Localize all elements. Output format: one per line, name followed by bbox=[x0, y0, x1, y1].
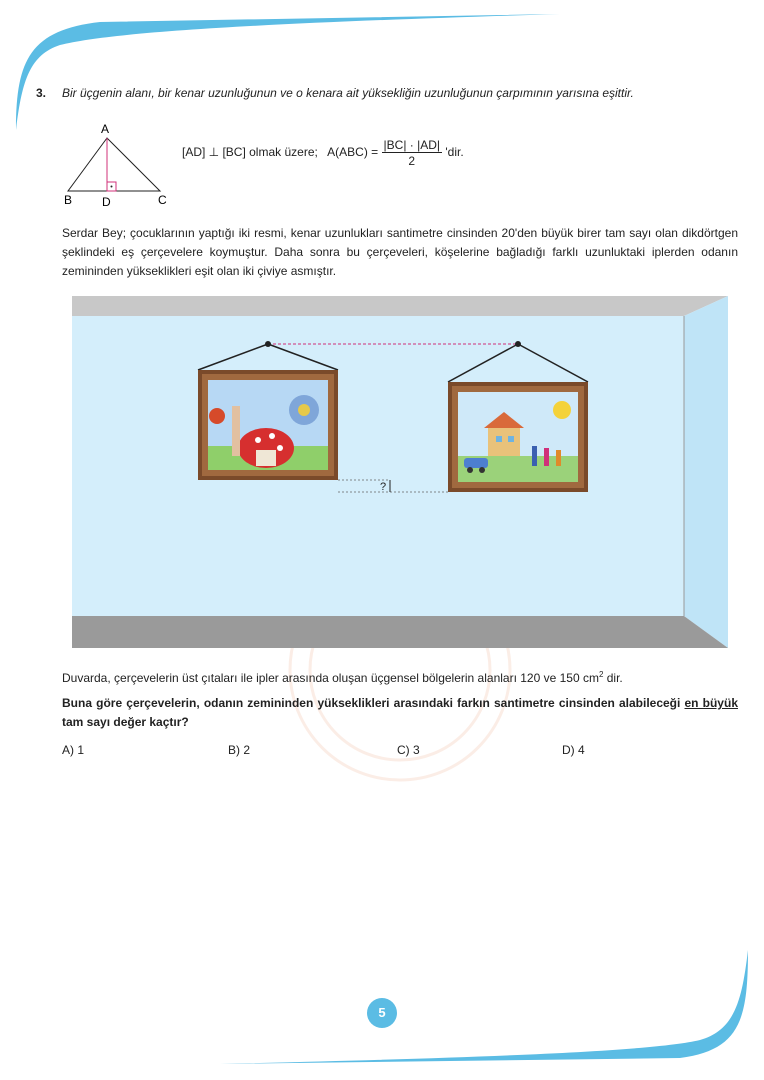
question-intro: Bir üçgenin alanı, bir kenar uzunluğunun ve o kenara ait yüksekliğin uzunluğunun çarpımının yarısına eşittir. bbox=[62, 86, 634, 100]
height-difference-label: ? bbox=[380, 481, 387, 493]
room-illustration bbox=[72, 296, 728, 648]
page-number: 5 bbox=[367, 998, 397, 1028]
question-number: 3. bbox=[36, 86, 47, 100]
label-c: C bbox=[158, 193, 167, 207]
areas-sup: 2 bbox=[598, 670, 604, 679]
prompt-post: tam sayı değer kaçtır? bbox=[62, 715, 189, 729]
prompt-pre: Buna göre çerçevelerin, odanın zemininden yükseklikleri arasındaki farkın santimetre cinsinden alabileceği bbox=[62, 696, 685, 710]
formula-suffix: 'dir. bbox=[445, 145, 464, 160]
formula-denominator: 2 bbox=[408, 154, 416, 168]
prompt-emphasis: en büyük bbox=[684, 696, 738, 710]
formula-prefix: [AD] ⊥ [BC] olmak üzere; bbox=[182, 145, 318, 160]
formula-fraction bbox=[382, 138, 442, 168]
option-a[interactable]: A) 1 bbox=[62, 743, 85, 757]
formula-area: A(ABC) = bbox=[327, 145, 379, 160]
problem-paragraph: Serdar Bey; çocuklarının yaptığı iki resmi, kenar uzunlukları santimetre cinsinden 20'den büyük birer tam sayı olan dikdörtgen şeklindeki eş çerçevelere koymuştur. Daha sonra bu çerçeveleri, köşelerine bağladığı farklı uzunluktaki iplerden odanın zemininden yükseklikleri eşit olan iki çiviye asmıştır. bbox=[62, 226, 738, 278]
triangle-abc bbox=[68, 138, 160, 191]
option-b[interactable]: B) 2 bbox=[228, 743, 251, 757]
right-picture-frame bbox=[448, 382, 588, 492]
top-swoosh bbox=[16, 14, 560, 130]
areas-tail: dir. bbox=[603, 671, 623, 685]
floor bbox=[72, 616, 728, 648]
areas-sentence bbox=[62, 670, 738, 685]
formula-numerator: |BC| · |AD| bbox=[383, 138, 441, 152]
label-d: D bbox=[102, 195, 111, 209]
areas-text: Duvarda, çerçevelerin üst çıtaları ile ipler arasında oluşan üçgensel bölgelerin alanları 120 ve 150 cm bbox=[62, 671, 599, 685]
wall bbox=[72, 316, 684, 616]
option-c[interactable]: C) 3 bbox=[397, 743, 420, 757]
right-angle-dot bbox=[111, 186, 113, 188]
label-b: B bbox=[64, 193, 73, 207]
bottom-swoosh bbox=[220, 950, 748, 1064]
left-picture-frame bbox=[198, 370, 338, 480]
triangle-diagram bbox=[60, 118, 180, 210]
option-d[interactable]: D) 4 bbox=[562, 743, 585, 757]
label-a: A bbox=[101, 122, 110, 136]
area-formula bbox=[182, 138, 464, 168]
answer-options bbox=[62, 743, 738, 759]
ceiling bbox=[72, 296, 728, 316]
question-prompt bbox=[62, 694, 738, 732]
side-wall bbox=[684, 296, 728, 648]
